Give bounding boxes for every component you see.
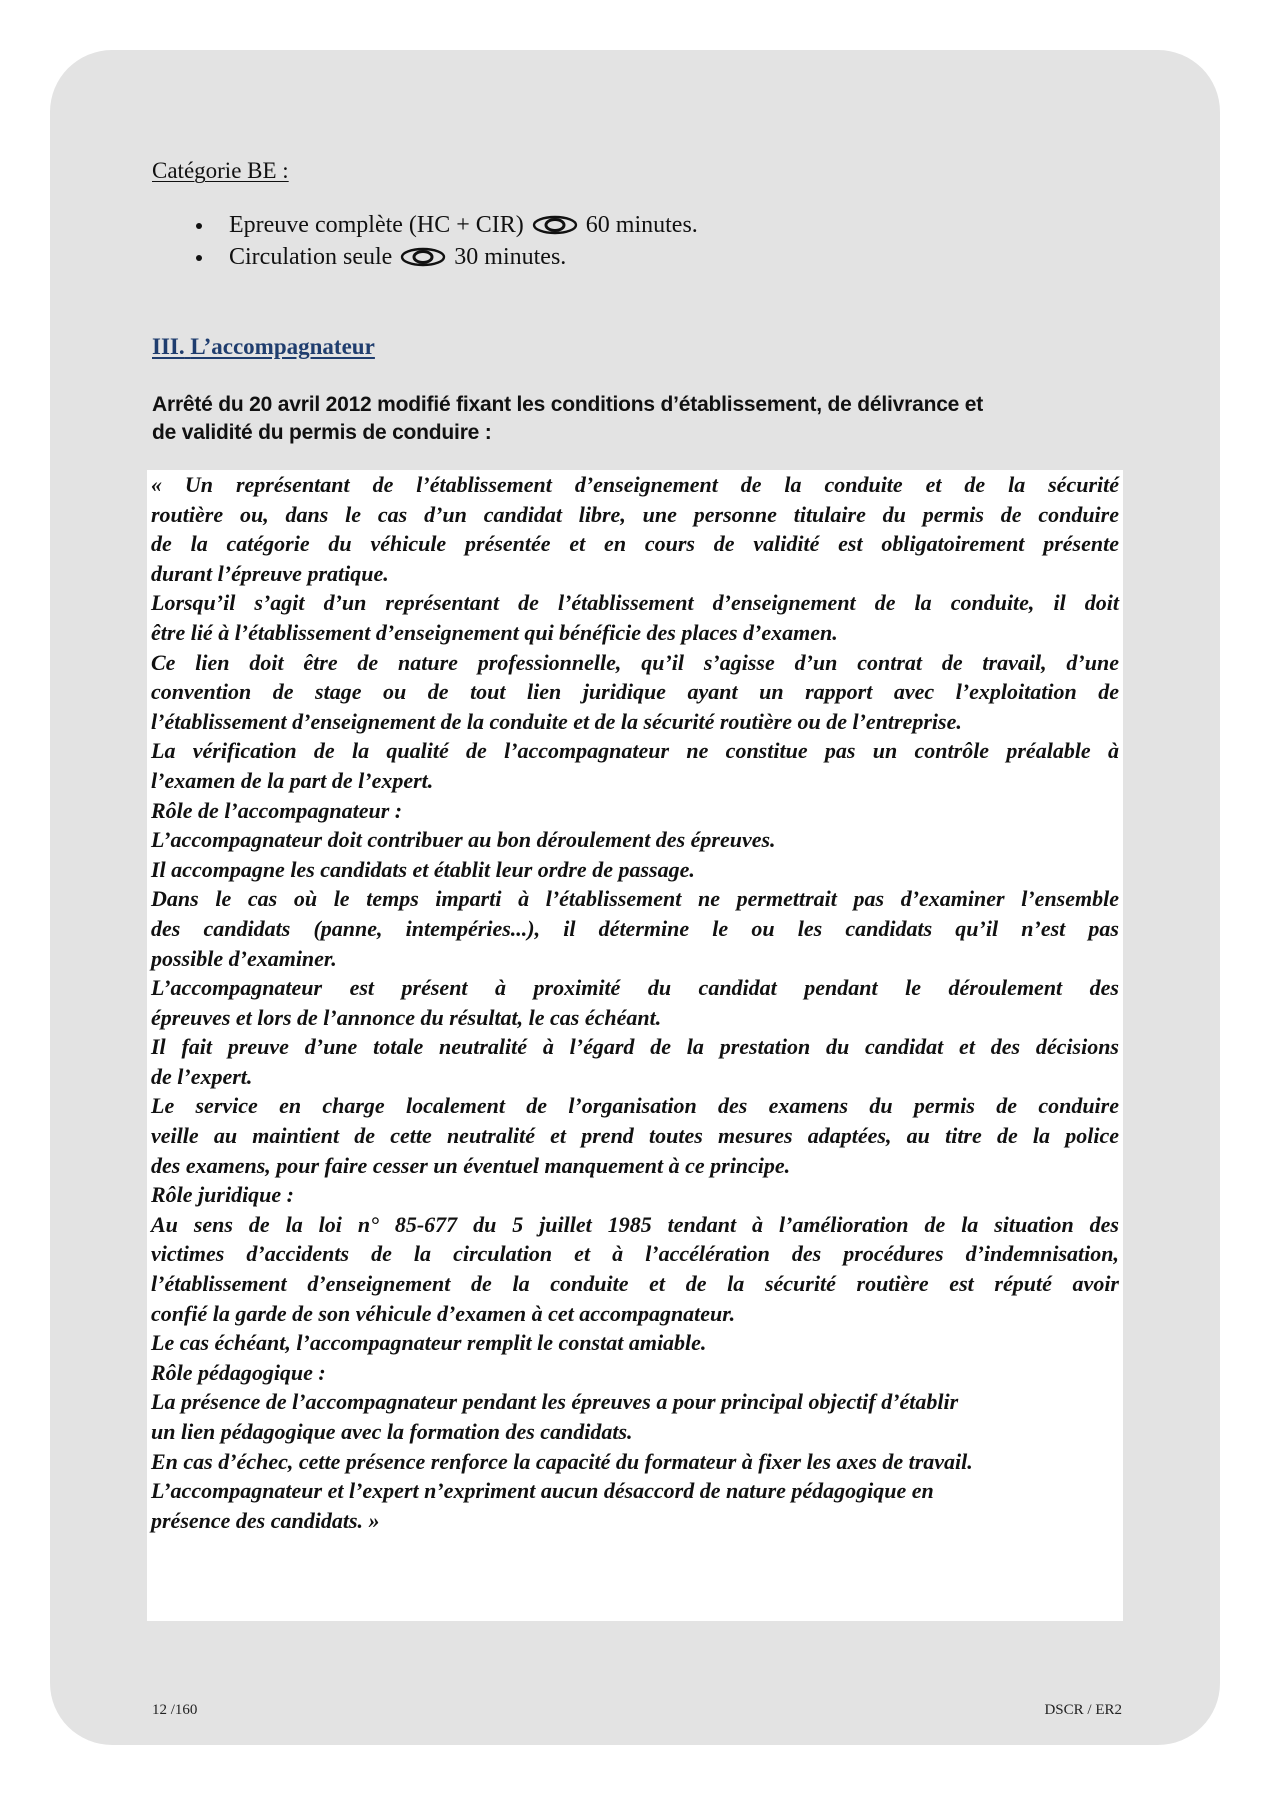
arrete-reference (152, 391, 1112, 447)
quote-line: présence des candidats. » (151, 1507, 380, 1533)
quote-line: confié la garde de son véhicule d’examen à cet accompagnateur. (151, 1300, 736, 1326)
quote-text (151, 470, 1119, 1535)
quote-line: Ce lien doit être de nature professionnelle, qu’il s’agisse d’un contrat de travail, d’une (151, 649, 1119, 675)
quote-line: L’accompagnateur est présent à proximité du candidat pendant le déroulement des (151, 975, 1119, 1001)
bullet-label: Circulation seule (229, 244, 393, 270)
quote-line: un lien pédagogique avec la formation des candidats. (151, 1419, 633, 1444)
quote-line: En cas d’échec, cette présence renforce la capacité du formateur à fixer les axes de travail. (151, 1448, 973, 1474)
bullet-label: Epreuve complète (HC + CIR) (229, 212, 524, 238)
quote-line: L’accompagnateur et l’expert n’expriment aucun désaccord de nature pédagogique en (151, 1478, 934, 1504)
quote-line: Lorsqu’il s’agit d’un représentant de l’établissement d’enseignement de la conduite, il doit (151, 590, 1119, 616)
quote-line: veille au maintient de cette neutralité et prend toutes mesures adaptées, au titre de la police (151, 1123, 1119, 1149)
section-title: L’accompagnateur (190, 334, 375, 359)
bullet-duration: 60 minutes. (585, 212, 698, 238)
quote-line: être lié à l’établissement d’enseignement qui bénéficie des places d’examen. (151, 619, 838, 645)
quote-line: victimes d’accidents de la circulation et à l’accélération des procédures d’indemnisation, (151, 1241, 1119, 1267)
quote-line: L’accompagnateur doit contribuer au bon déroulement des épreuves. (151, 827, 776, 853)
quote-line: routière ou, dans le cas d’un candidat libre, une personne titulaire du permis de conduire (151, 501, 1119, 527)
section-number: III. (152, 334, 185, 359)
quote-line: Il accompagne les candidats et établit leur ordre de passage. (151, 856, 695, 882)
quote-line: Le service en charge localement de l’organisation des examens du permis de conduire (151, 1093, 1119, 1119)
arrete-line: Arrêté du 20 avril 2012 modifié fixant les conditions d’établissement, de délivrance et (152, 393, 984, 416)
page-number: 12 /160 (152, 1702, 198, 1718)
quote-line: possible d’examiner. (151, 945, 337, 971)
quote-line: Rôle de l’accompagnateur : (151, 797, 403, 823)
eye-icon (400, 247, 446, 265)
quote-line: Dans le cas où le temps imparti à l’établissement ne permettrait pas d’examiner l’ensemble (151, 886, 1119, 912)
quote-line: durant l’épreuve pratique. (151, 560, 389, 586)
quote-line: Il fait preuve d’une totale neutralité à l’égard de la prestation du candidat et des décisions (151, 1034, 1119, 1060)
quote-line: La présence de l’accompagnateur pendant les épreuves a pour principal objectif d’établir (151, 1389, 959, 1415)
document-reference: DSCR / ER2 (1044, 1702, 1122, 1718)
quote-line: de l’expert. (151, 1063, 253, 1089)
section-heading (152, 334, 375, 360)
quote-line: « Un représentant de l’établissement d’enseignement de la conduite et de la sécurité (151, 472, 1119, 497)
quote-line: des examens, pour faire cesser un éventuel manquement à ce principe. (151, 1152, 791, 1178)
quote-line: l’établissement d’enseignement de la conduite et de la sécurité routière ou de l’entreprise. (151, 708, 962, 734)
arrete-line: de validité du permis de conduire : (152, 421, 492, 444)
quote-line: La vérification de la qualité de l’accompagnateur ne constitue pas un contrôle préalable à (151, 738, 1119, 764)
list-item (152, 241, 698, 273)
quote-line: Rôle pédagogique : (151, 1359, 326, 1385)
quote-line: de la catégorie du véhicule présentée et en cours de validité est obligatoirement présente (151, 531, 1119, 557)
quote-line: épreuves et lors de l’annonce du résultat, le cas échéant. (151, 1004, 662, 1030)
quote-box (147, 470, 1123, 1621)
quote-line: Rôle juridique : (151, 1182, 295, 1208)
category-title: Catégorie BE : (152, 158, 289, 183)
quote-line: Le cas échéant, l’accompagnateur remplit le constat amiable. (151, 1330, 707, 1356)
quote-line: convention de stage ou de tout lien juridique ayant un rapport avec l’exploitation de (151, 679, 1119, 705)
duration-list (152, 209, 698, 273)
list-item (152, 209, 698, 241)
eye-icon (532, 215, 578, 233)
quote-line: l’établissement d’enseignement de la conduite et de la sécurité routière est réputé avoir (151, 1271, 1119, 1297)
quote-line: des candidats (panne, intempéries...), il détermine le ou les candidats qu’il n’est pas (151, 915, 1119, 941)
quote-line: Au sens de la loi n° 85-677 du 5 juillet 1985 tendant à l’amélioration de la situation des (151, 1211, 1119, 1237)
bullet-duration: 30 minutes. (454, 244, 567, 270)
quote-line: l’examen de la part de l’expert. (151, 767, 434, 793)
